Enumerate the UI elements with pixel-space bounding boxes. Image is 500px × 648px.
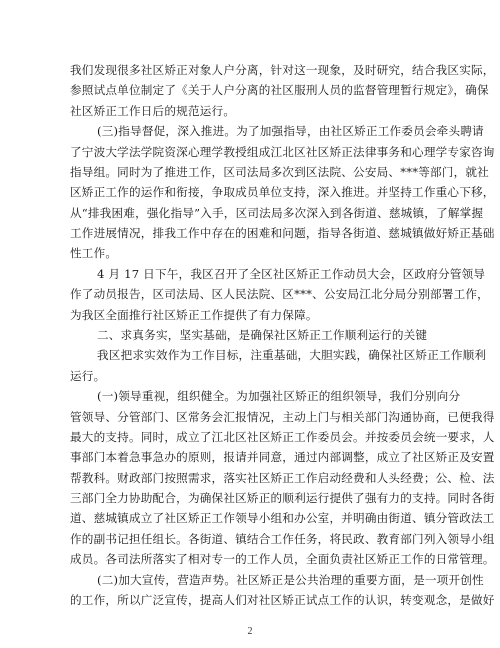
text-line: 为我区全面推行社区矫正工作提供了有力保障。	[70, 308, 318, 322]
text-line: (三)指导督促，深入推进。为了加强指导，由社区矫正工作委员会牵头聘请	[97, 124, 484, 138]
text-line: 从“排我困难，强化指导”入手，区司法局多次深入到各街道、慈城镇，了解掌握	[70, 206, 484, 220]
text-line: 区矫正工作的运作和衔接，争取成员单位支持，深入推进。并坚持工作重心下移，	[70, 185, 495, 199]
text-line: (二)加大宣传，营造声势。社区矫正是公共治理的重要方面，是一项开创性	[97, 573, 484, 587]
text-line: 道、慈城镇成立了社区矫正工作领导小组和办公室，并明确由街道、镇分管政法工	[70, 511, 495, 525]
text-line: 作的副书记担任组长。各街道、镇结合工作任务，将民政、教育部门列入领导小组	[70, 532, 495, 546]
text-line: 指导组。同时为了推进工作，区司法局多次到区法院、公安局、***等部门，就社	[70, 165, 489, 179]
text-line: 管领导、分管部门、区常务会汇报情况，主动上门与相关部门沟通协商，已便我得	[70, 410, 495, 424]
text-line: 性工作。	[70, 246, 118, 260]
text-line: 参照试点单位制定了《关于人户分离的社区服刑人员的监督管理暂行规定》，确保	[70, 83, 489, 97]
text-line: 我区把求实效作为工作目标，注重基础，大胆实践，确保社区矫正工作顺利	[97, 348, 487, 362]
text-line: 社区矫正工作日后的规范运行。	[70, 104, 236, 118]
text-line: 二、求真务实，坚实基础，是确保社区矫正工作顺利运行的关键	[97, 328, 428, 342]
text-line: 帮教科。财政部门按照需求，落实社区矫正工作启动经费和人头经费；公、检、法	[70, 471, 495, 485]
page-number: 2	[247, 626, 253, 637]
text-line: 作了动员报告，区司法局、区人民法院、区***、公安局江北分局分别部署工作，	[70, 287, 489, 301]
text-line: 三部门全力协助配合，为确保社区矫正的顺利运行提供了强有力的支持。同时各街	[70, 491, 495, 505]
text-line: 成员。各司法所落实了相对专一的工作人员，全面负责社区矫正工作的日常管理。	[70, 552, 495, 566]
text-line: 事部门本着急事急办的原则，报请并同意，通过内部调整，成立了社区矫正及安置	[70, 450, 495, 464]
text-line: 4 月 17 日下午，我区召开了全区社区矫正工作动员大会，区政府分管领导	[97, 267, 486, 281]
text-line: (一)领导重视，组织健全。为加强社区矫正的组织领导，我们分别向分	[97, 389, 461, 403]
text-line: 了宁波大学法学院资深心理学教授组成江北区社区矫正法律事务和心理学专家咨询	[70, 145, 495, 159]
text-line: 工作进展情况，排我工作中存在的困难和问题，指导各街道、慈城镇做好矫正基础	[70, 226, 495, 240]
text-line: 的工作，所以广泛宣传，提高人们对社区矫正试点工作的认识，转变观念，是做好	[70, 593, 495, 607]
text-line: 最大的支持。同时，成立了江北区社区矫正工作委员会。并按委员会统一要求，人	[70, 430, 495, 444]
text-line: 运行。	[70, 369, 106, 383]
text-line: 我们发现很多社区矫正对象人户分离，针对这一现象，及时研究，结合我区实际，	[70, 63, 495, 77]
